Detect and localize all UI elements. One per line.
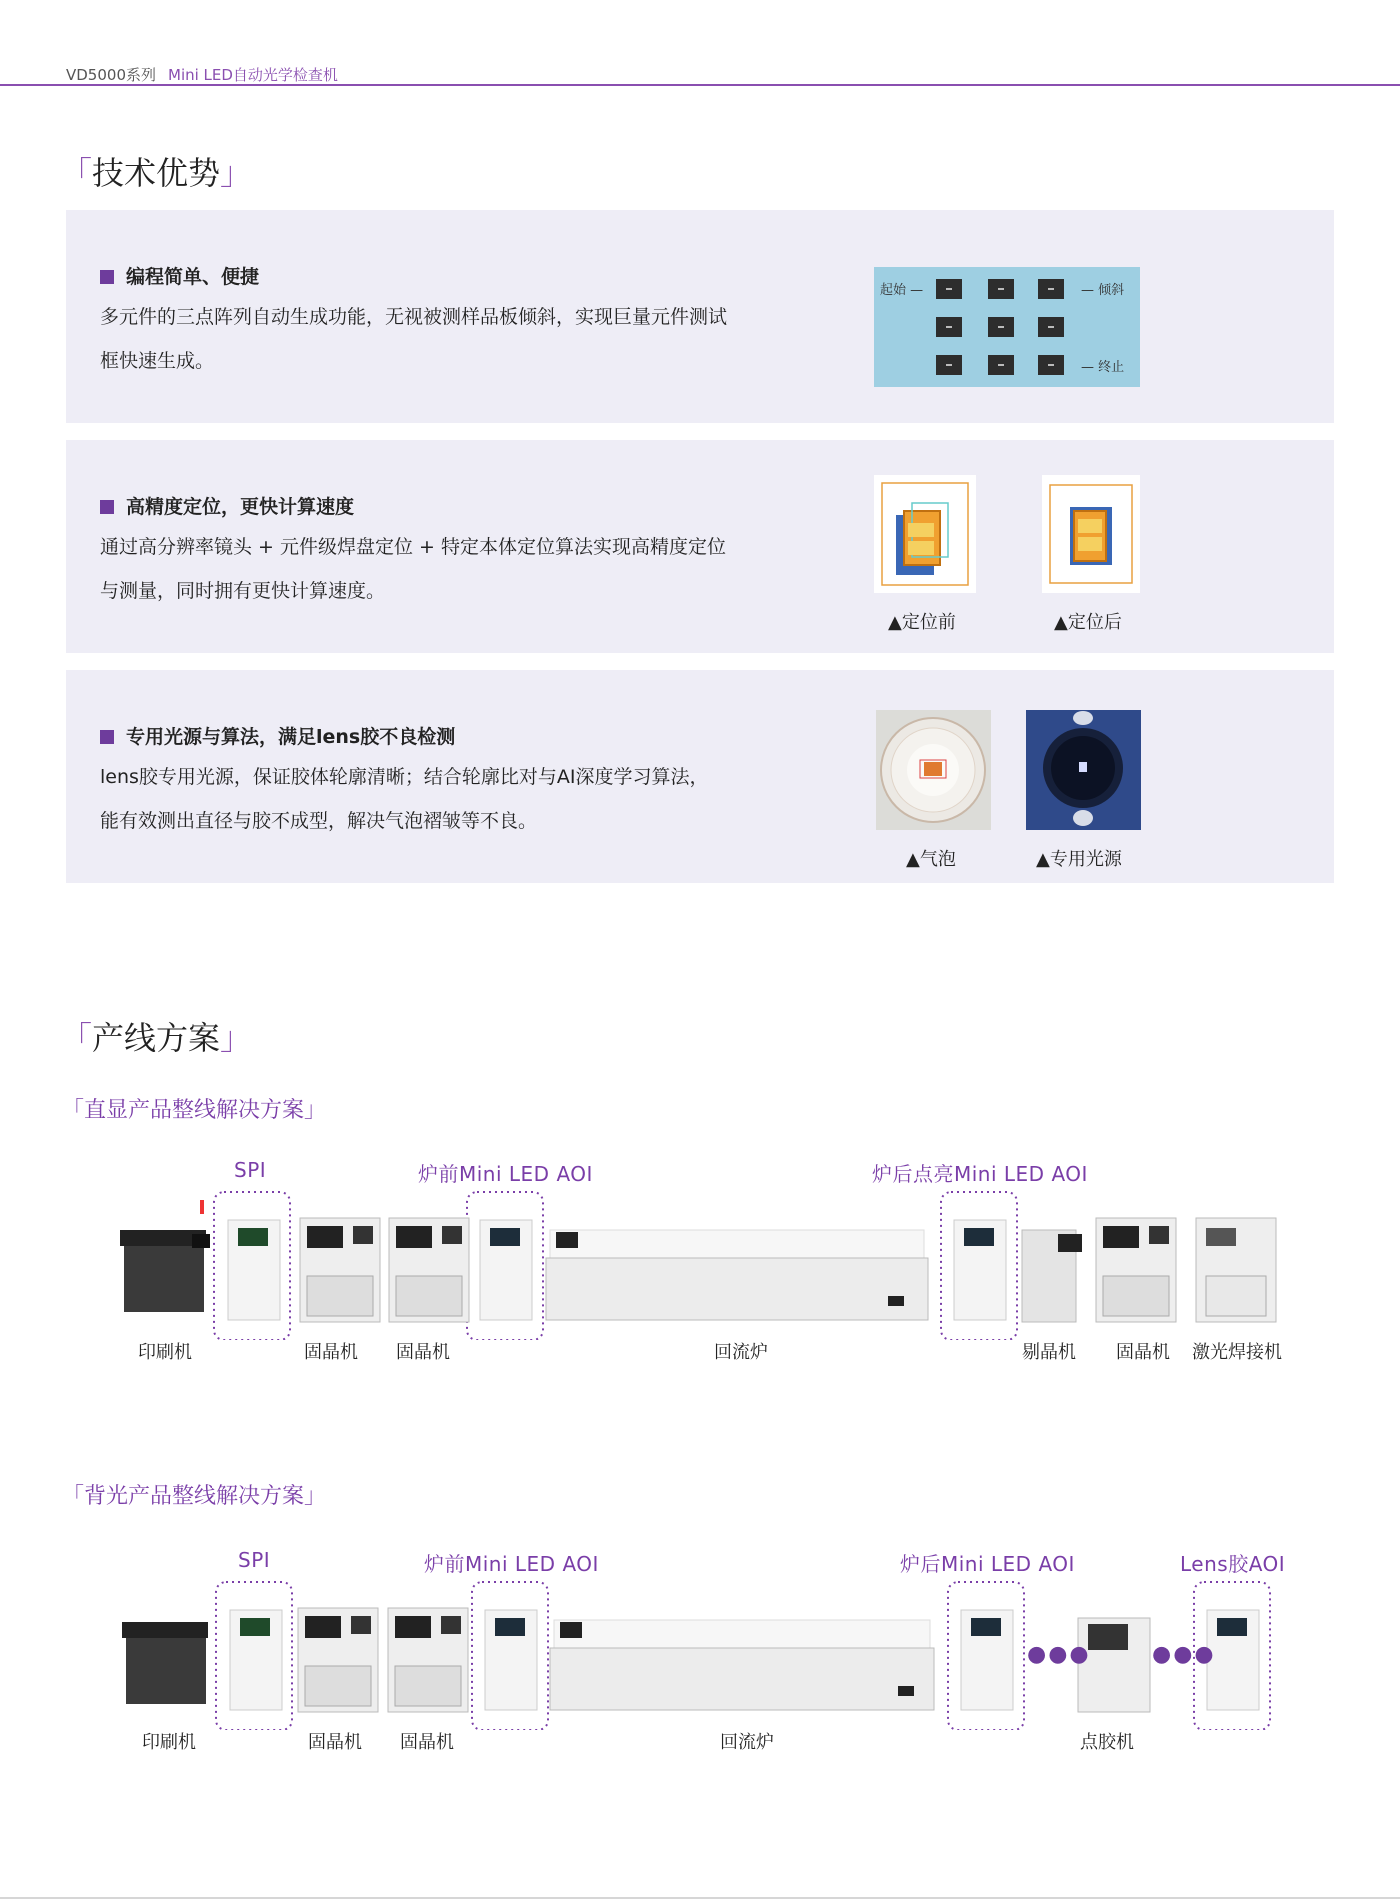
direct-line-illustration: [110, 1190, 1290, 1340]
before-positioning-figure: [874, 475, 976, 593]
process-label-pre-oven-aoi: 炉前Mini LED AOI: [418, 1162, 593, 1186]
component-pad: [936, 279, 962, 299]
bracket-open: 「: [62, 1484, 85, 1509]
feature-desc-line: 通过高分辨率镜头 + 元件级焊盘定位 + 特定本体定位算法实现高精度定位: [100, 536, 726, 558]
bracket-open: 「: [60, 1019, 93, 1057]
tech-section-title: [60, 148, 252, 194]
feature-desc-line: 与测量，同时拥有更快计算速度。: [100, 580, 386, 602]
feature-heading-lens: [100, 722, 455, 749]
machine-label: 固晶机: [308, 1732, 362, 1753]
component-pad: [1038, 317, 1064, 337]
machine-label: 回流炉: [720, 1732, 774, 1753]
diagram-end-label: — 终止: [1081, 360, 1125, 375]
machine-label: 回流炉: [714, 1342, 768, 1363]
tech-title-text: 技术优势: [92, 154, 221, 192]
bracket-close: 」: [304, 1484, 327, 1509]
backlight-solution-title: [62, 1479, 326, 1510]
component-pad: [1038, 279, 1064, 299]
dedicated-light-figure: [1026, 710, 1141, 830]
component-pad: [988, 317, 1014, 337]
process-label-post-oven-aoi: 炉后Mini LED AOI: [900, 1552, 1075, 1576]
feature-heading-text: 专用光源与算法，满足lens胶不良检测: [126, 726, 456, 748]
component-pad: [936, 317, 962, 337]
image-before-positioning: [874, 475, 976, 593]
bullet-square-icon: [100, 730, 114, 744]
image-bubble: [876, 710, 991, 830]
series-name: VD5000系列: [66, 66, 156, 84]
component-pad: [988, 279, 1014, 299]
direct-solution-title: [62, 1093, 326, 1124]
machine-label: 激光焊接机: [1192, 1342, 1282, 1363]
ellipsis-dots-icon: ●●●: [1027, 1642, 1091, 1667]
feature-desc-line: 多元件的三点阵列自动生成功能，无视被测样品板倾斜，实现巨量元件测试: [100, 306, 728, 328]
caption-bubble: ▲气泡: [906, 849, 956, 870]
machine-label: 剔晶机: [1022, 1342, 1076, 1363]
footer-divider: [0, 1897, 1400, 1899]
machine-label: 固晶机: [396, 1342, 450, 1363]
process-label-post-oven-aoi: 炉后点亮Mini LED AOI: [872, 1162, 1088, 1186]
component-pad: [988, 355, 1014, 375]
feature-heading-text: 高精度定位，更快计算速度: [126, 496, 355, 518]
machine-label: 点胶机: [1080, 1732, 1134, 1753]
product-name: Mini LED自动光学检查机: [168, 66, 338, 84]
machine-label: 印刷机: [142, 1732, 196, 1753]
feature-desc-line: 框快速生成。: [100, 350, 215, 372]
feature-heading-programming: [100, 262, 259, 289]
bullet-square-icon: [100, 270, 114, 284]
bracket-open: 「: [62, 1098, 85, 1123]
image-dedicated-light: [1026, 710, 1141, 830]
machine-label: 固晶机: [400, 1732, 454, 1753]
process-label-spi: SPI: [238, 1548, 271, 1572]
bracket-close: 」: [220, 1019, 253, 1057]
backlight-title-text: 背光产品整线解决方案: [84, 1484, 305, 1509]
component-pad: [1038, 355, 1064, 375]
feature-desc-line: lens胶专用光源，保证胶体轮廓清晰；结合轮廓比对与AI深度学习算法，: [100, 766, 709, 788]
bubble-figure: [876, 710, 991, 830]
feature-desc-line: 能有效测出直径与胶不成型，解决气泡褶皱等不良。: [100, 810, 538, 832]
diagram-start-label: 起始 —: [880, 283, 924, 298]
line-section-title: [60, 1013, 252, 1059]
bullet-square-icon: [100, 500, 114, 514]
header-divider: [0, 84, 1400, 86]
array-diagram: [874, 267, 1140, 387]
machine-label: 印刷机: [138, 1342, 192, 1363]
after-positioning-figure: [1042, 475, 1140, 593]
bracket-close: 」: [304, 1098, 327, 1123]
machine-label: 固晶机: [304, 1342, 358, 1363]
component-pad: [936, 355, 962, 375]
direct-title-text: 直显产品整线解决方案: [84, 1098, 305, 1123]
line-title-text: 产线方案: [92, 1019, 221, 1057]
machine-label: 固晶机: [1116, 1342, 1170, 1363]
image-after-positioning: [1042, 475, 1140, 593]
process-label-lens-aoi: Lens胶AOI: [1180, 1552, 1286, 1576]
process-label-spi: SPI: [234, 1158, 267, 1182]
bracket-close: 」: [220, 154, 253, 192]
backlight-line-illustration: [112, 1580, 1282, 1730]
bracket-open: 「: [60, 154, 93, 192]
caption-after-positioning: ▲定位后: [1054, 612, 1122, 633]
caption-before-positioning: ▲定位前: [888, 612, 956, 633]
process-label-pre-oven-aoi: 炉前Mini LED AOI: [424, 1552, 599, 1576]
feature-heading-positioning: [100, 492, 354, 519]
page-header: [66, 64, 338, 85]
ellipsis-dots-icon: ●●●: [1152, 1642, 1216, 1667]
diagram-tilt-label: — 倾斜: [1081, 283, 1125, 298]
feature-heading-text: 编程简单、便捷: [126, 266, 260, 288]
caption-dedicated-light: ▲专用光源: [1036, 849, 1122, 870]
